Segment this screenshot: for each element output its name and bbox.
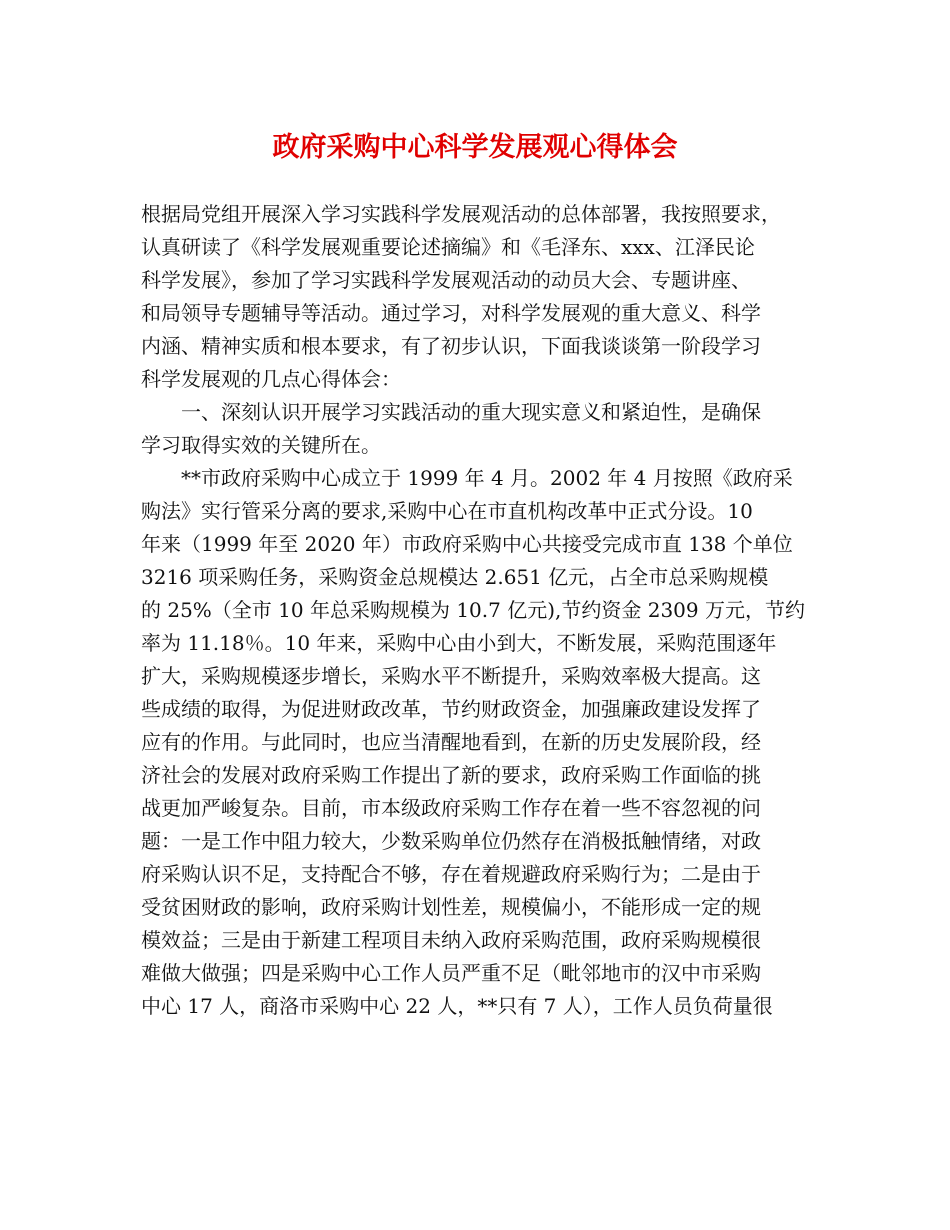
body-line: 学习取得实效的关键所在。 — [141, 433, 381, 457]
document-body — [141, 198, 821, 1023]
body-line: 府采购认识不足，支持配合不够，存在着规避政府采购行为；二是由于 — [141, 862, 761, 886]
body-line: 内涵、精神实质和根本要求，有了初步认识，下面我谈谈第一阶段学习 — [141, 334, 761, 358]
document-title: 政府采购中心科学发展观心得体会 — [272, 132, 678, 163]
body-line: 率为 11.18％。10 年来，采购中心由小到大，不断发展，采购范围逐年 — [141, 631, 777, 655]
body-line: 认真研读了《科学发展观重要论述摘编》和《毛泽东、xxx、江泽民论 — [141, 235, 755, 259]
body-line: **市政府采购中心成立于 1999 年 4 月。2002 年 4 月按照《政府采 — [141, 466, 793, 490]
body-line: 根据局党组开展深入学习实践科学发展观活动的总体部署，我按照要求， — [141, 202, 781, 226]
body-line: 些成绩的取得，为促进财政改革，节约财政资金，加强廉政建设发挥了 — [141, 697, 761, 721]
body-line: 题：一是工作中阻力较大，少数采购单位仍然存在消极抵触情绪，对政 — [141, 829, 761, 853]
body-line: 难做大做强；四是采购中心工作人员严重不足（毗邻地市的汉中市采购 — [141, 961, 761, 985]
body-line: 受贫困财政的影响，政府采购计划性差，规模偏小，不能形成一定的规 — [141, 895, 761, 919]
body-line: 和局领导专题辅导等活动。通过学习，对科学发展观的重大意义、科学 — [141, 301, 761, 325]
body-line: 战更加严峻复杂。目前，市本级政府采购工作存在着一些不容忽视的问 — [141, 796, 761, 820]
body-line: 模效益；三是由于新建工程项目未纳入政府采购范围，政府采购规模很 — [141, 928, 761, 952]
body-line: 科学发展》，参加了学习实践科学发展观活动的动员大会、专题讲座、 — [141, 268, 751, 292]
body-line: 一、深刻认识开展学习实践活动的重大现实意义和紧迫性，是确保 — [141, 400, 761, 424]
body-line: 年来（1999 年至 2020 年）市政府采购中心共接受完成市直 138 个单位 — [141, 532, 793, 556]
body-line: 购法》实行管采分离的要求,采购中心在市直机构改革中正式分设。10 — [141, 499, 753, 523]
body-line: 济社会的发展对政府采购工作提出了新的要求，政府采购工作面临的挑 — [141, 763, 761, 787]
body-line: 的 25%（全市 10 年总采购规模为 10.7 亿元),节约资金 2309 万元，节约 — [141, 598, 805, 622]
body-line: 科学发展观的几点心得体会： — [141, 367, 401, 391]
body-line: 中心 17 人，商洛市采购中心 22 人，**只有 7 人），工作人员负荷量很 — [141, 994, 773, 1018]
body-line: 应有的作用。与此同时，也应当清醒地看到，在新的历史发展阶段，经 — [141, 730, 761, 754]
body-line: 3216 项采购任务，采购资金总规模达 2.651 亿元，占全市总采购规模 — [141, 565, 769, 589]
body-line: 扩大，采购规模逐步增长，采购水平不断提升，采购效率极大提高。这 — [141, 664, 761, 688]
